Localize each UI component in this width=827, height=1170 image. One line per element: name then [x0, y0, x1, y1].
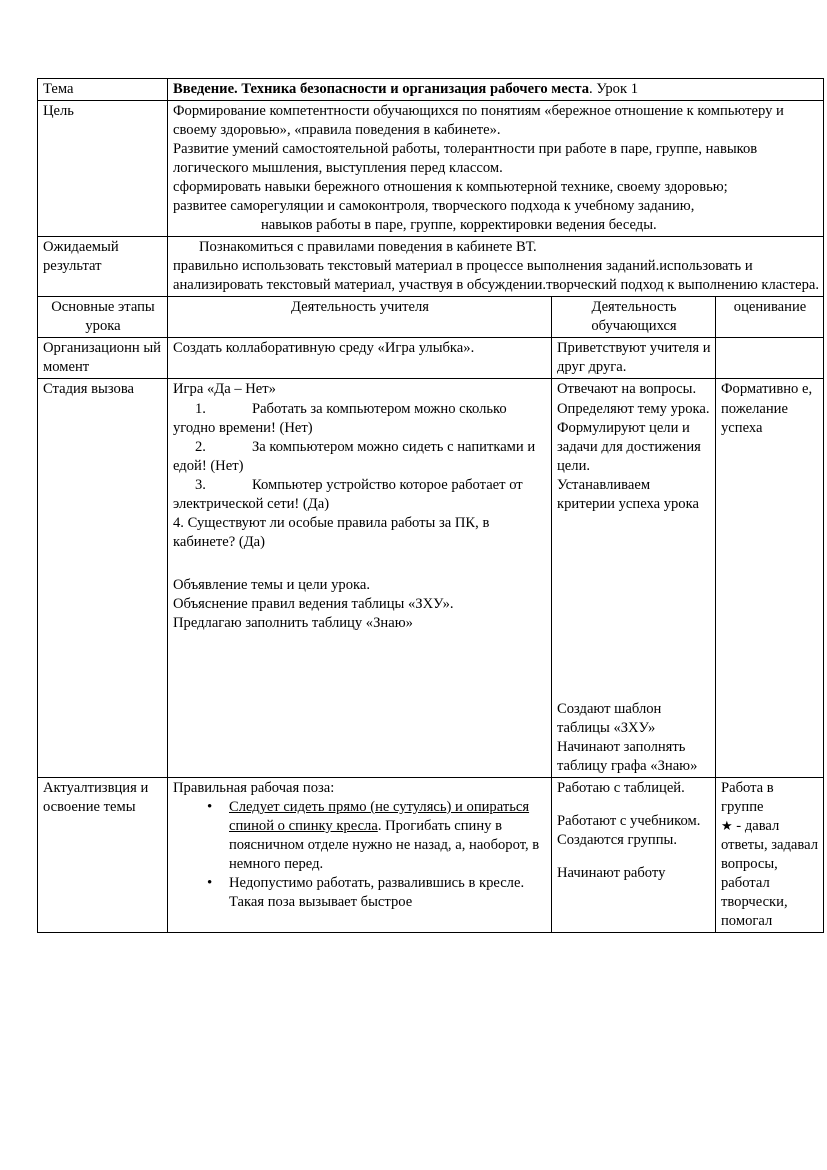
expected-line-2: правильно использовать текстовый материал в процессе выполнения заданий.использовать и анализировать текстовый материал, участвуя в обсуждении.творческий подход к выполнению кластера. — [173, 258, 819, 294]
table-row-expected-result — [38, 237, 824, 297]
game-item-3-num: 3. — [195, 476, 206, 493]
spacer — [557, 798, 711, 812]
cell-actualization-teacher — [168, 777, 552, 932]
cell-actualization-evaluation — [716, 777, 824, 932]
topic-title-bold: Введение. Техника безопасности и организация рабочего места — [173, 81, 590, 97]
header-teacher-activity: Деятельность учителя — [168, 297, 552, 338]
posture-intro: Правильная рабочая поза: — [173, 779, 335, 796]
posture-bullet-2-rest: Недопустимо работать, развалившись в кресле. Такая поза вызывает быстрое — [229, 874, 525, 910]
cell-challenge-student — [552, 379, 716, 777]
cell-org-stage: Организационн ый момент — [38, 338, 168, 379]
table-row-actualization — [38, 777, 824, 932]
evaluation-star-text: - давал ответы, задавал вопросы, работал творчески, помогал — [721, 817, 818, 930]
actualization-student-line-3: Создаются группы. — [557, 831, 677, 848]
header-stages: Основные этапы урока — [38, 297, 168, 338]
cell-org-evaluation — [716, 338, 824, 379]
evaluation-group-label: Работа в группе — [721, 779, 774, 815]
student-bottom-line-1: Создают шаблон таблицы «ЗХУ» — [557, 700, 662, 736]
student-bottom-line-2: Начинают заполнять таблицу графа «Знаю» — [557, 738, 698, 774]
expected-line-1: Познакомиться с правилами поведения в кабинете ВТ. — [199, 239, 537, 256]
cell-org-student: Приветствуют учителя и друг друга. — [552, 338, 716, 379]
actualization-student-line-4: Начинают работу — [557, 864, 666, 881]
game-title: Игра «Да – Нет» — [173, 381, 276, 398]
cell-challenge-stage: Стадия вызова — [38, 379, 168, 777]
cell-actualization-stage: Актуалтизвция и освоение темы — [38, 777, 168, 932]
table-row-challenge-stage — [38, 379, 824, 777]
header-evaluation: оценивание — [716, 297, 824, 338]
closing-line-1: Объявление темы и цели урока. — [173, 576, 370, 593]
student-top-line-3: Формулируют цели и задачи для достижения цели. — [557, 419, 701, 474]
table-row-org-moment — [38, 338, 824, 379]
game-item-3 — [173, 476, 547, 514]
goal-line-5: навыков работы в паре, группе, корректировки ведения беседы. — [261, 217, 657, 234]
game-item-2 — [173, 438, 547, 476]
game-item-1 — [173, 400, 547, 438]
goal-line-1: Формирование компетентности обучающихся по понятиям «бережное отношение к компьютеру и своему здоровью», «правила поведения в кабинете». — [173, 103, 784, 139]
closing-line-2: Объяснение правил ведения таблицы «ЗХУ». — [173, 595, 454, 612]
star-icon: ★ — [721, 817, 733, 833]
cell-challenge-evaluation: Формативно е, пожелание успеха — [716, 379, 824, 777]
spacer — [173, 552, 547, 576]
goal-line-3: сформировать навыки бережного отношения к компьютерной технике, своему здоровью; — [173, 179, 728, 196]
header-student-activity: Деятельность обучающихся — [552, 297, 716, 338]
list-item — [229, 874, 547, 912]
cell-expected-value — [168, 237, 824, 297]
table-row-goal — [38, 101, 824, 237]
posture-bullet-1-underlined: Следует сидеть прямо (не сутулясь) и опираться спиной о спинку кресла — [229, 798, 530, 834]
game-item-3-text: Компьютер устройство которое работает от электрической сети! (Да) — [173, 476, 523, 512]
game-item-2-num: 2. — [195, 438, 206, 455]
cell-org-teacher: Создать коллаборативную среду «Игра улыбка». — [168, 338, 552, 379]
actualization-student-line-1: Работаю с таблицей. — [557, 779, 685, 796]
game-item-1-num: 1. — [195, 400, 206, 417]
cell-topic-value — [168, 79, 824, 101]
cell-challenge-teacher — [168, 379, 552, 777]
actualization-student-line-2: Работают с учебником. — [557, 812, 701, 829]
game-item-2-text: За компьютером можно сидеть с напитками и едой! (Нет) — [173, 438, 536, 474]
cell-goal-label: Цель — [38, 101, 168, 237]
closing-line-3: Предлагаю заполнить таблицу «Знаю» — [173, 614, 413, 631]
table-row-topic — [38, 79, 824, 101]
game-item-4: 4. Существуют ли особые правила работы за ПК, в кабинете? (Да) — [173, 514, 490, 550]
student-top-line-2: Определяют тему урока. — [557, 400, 710, 417]
spacer — [557, 850, 711, 864]
spacer — [557, 514, 711, 700]
goal-line-4: развитее саморегуляции и самоконтроля, творческого подхода к учебному заданию, — [173, 198, 695, 215]
list-item — [229, 798, 547, 874]
lesson-plan-table — [37, 78, 824, 933]
topic-title-tail: . Урок 1 — [589, 81, 638, 97]
cell-expected-label: Ожидаемый результат — [38, 237, 168, 297]
cell-goal-value — [168, 101, 824, 237]
table-row-column-headers — [38, 297, 824, 338]
goal-line-2: Развитие умений самостоятельной работы, толерантности при работе в паре, группе, навыков логического мышления, выступления перед классом. — [173, 141, 758, 177]
student-top-line-4: Устанавливаем критерии успеха урока — [557, 476, 699, 512]
posture-bullet-1-rest: . Прогибать спину в поясничном отделе нужно не назад, а, наоборот, в немного перед. — [229, 817, 540, 872]
cell-actualization-student — [552, 777, 716, 932]
student-top-line-1: Отвечают на вопросы. — [557, 381, 697, 398]
cell-topic-label: Тема — [38, 79, 168, 101]
posture-bullet-list — [173, 798, 547, 912]
game-item-1-text: Работать за компьютером можно сколько угодно времени! (Нет) — [173, 400, 507, 436]
evaluation-star-line — [721, 817, 819, 931]
